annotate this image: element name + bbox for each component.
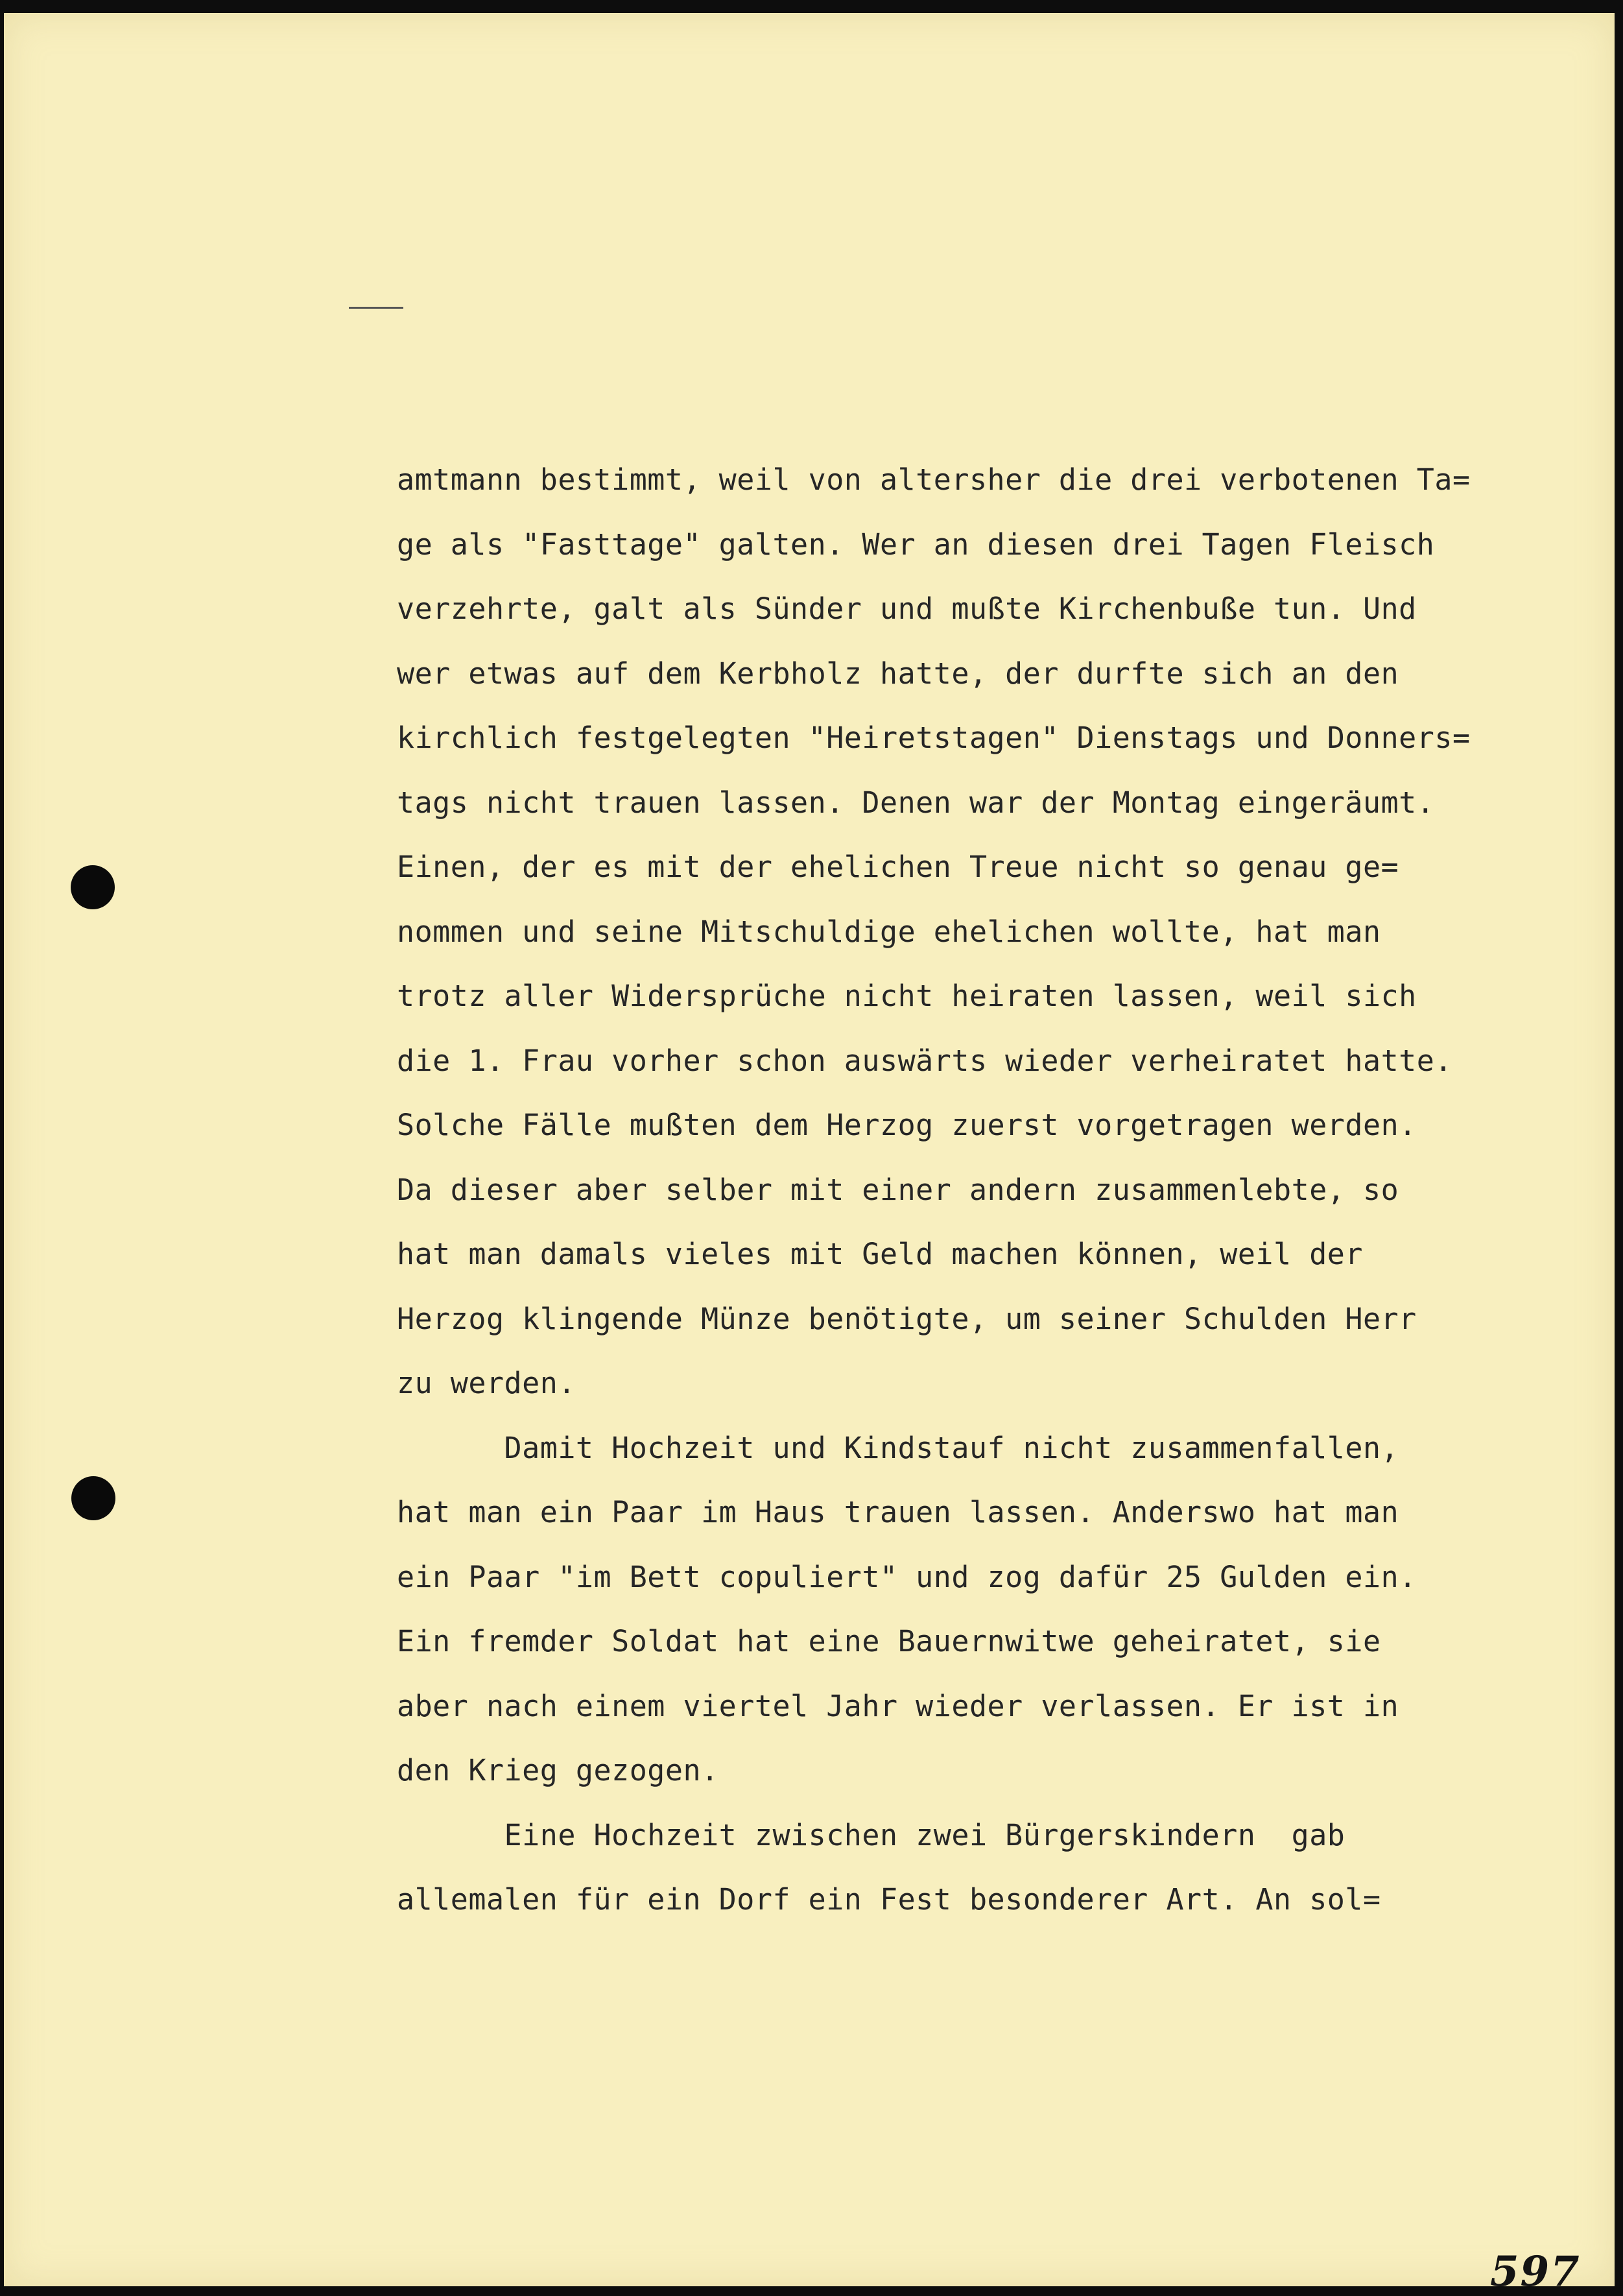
text-line: wer etwas auf dem Kerbholz hatte, der durfte sich an den	[397, 656, 1399, 691]
text-line: den Krieg gezogen.	[397, 1753, 719, 1788]
text-line: trotz aller Widersprüche nicht heiraten lassen, weil sich	[397, 979, 1417, 1013]
text-line: die 1. Frau vorher schon auswärts wieder verheiratet hatte.	[397, 1043, 1452, 1078]
text-line: allemalen für ein Dorf ein Fest besonderer Art. An sol=	[397, 1882, 1381, 1917]
text-line: ein Paar "im Bett copuliert" und zog dafür 25 Gulden ein.	[397, 1559, 1417, 1594]
text-line: Da dieser aber selber mit einer andern zusammenlebte, so	[397, 1172, 1399, 1207]
text-line: kirchlich festgelegten "Heiretstagen" Dienstags und Donners=	[397, 721, 1471, 755]
punch-hole-bottom	[71, 1476, 115, 1520]
document-page	[4, 13, 1615, 2296]
margin-dash	[349, 307, 403, 309]
text-line: hat man damals vieles mit Geld machen können, weil der	[397, 1237, 1363, 1271]
text-line: Solche Fälle mußten dem Herzog zuerst vorgetragen werden.	[397, 1108, 1417, 1142]
text-line: ge als "Fasttage" galten. Wer an diesen drei Tagen Fleisch	[397, 527, 1435, 562]
text-line: amtmann bestimmt, weil von altersher die drei verbotenen Ta=	[397, 462, 1471, 497]
punch-hole-top	[71, 865, 115, 909]
text-line: tags nicht trauen lassen. Denen war der Montag eingeräumt.	[397, 785, 1435, 820]
text-line: zu werden.	[397, 1366, 576, 1400]
text-line: Herzog klingende Münze benötigte, um seiner Schulden Herr	[397, 1301, 1417, 1336]
typed-text-block	[397, 448, 1623, 1932]
text-line: hat man ein Paar im Haus trauen lassen. Anderswo hat man	[397, 1495, 1399, 1529]
text-line: Einen, der es mit der ehelichen Treue nicht so genau ge=	[397, 850, 1399, 884]
text-line: Ein fremder Soldat hat eine Bauernwitwe geheiratet, sie	[397, 1624, 1381, 1658]
text-line: aber nach einem viertel Jahr wieder verlassen. Er ist in	[397, 1688, 1399, 1723]
text-line: verzehrte, galt als Sünder und mußte Kirchenbuße tun. Und	[397, 592, 1417, 626]
text-line: nommen und seine Mitschuldige ehelichen wollte, hat man	[397, 914, 1381, 949]
text-line: Eine Hochzeit zwischen zwei Bürgerskindern gab	[397, 1817, 1345, 1852]
text-line: Damit Hochzeit und Kindstauf nicht zusammenfallen,	[397, 1430, 1399, 1465]
page-number: 597	[1490, 2247, 1581, 2296]
